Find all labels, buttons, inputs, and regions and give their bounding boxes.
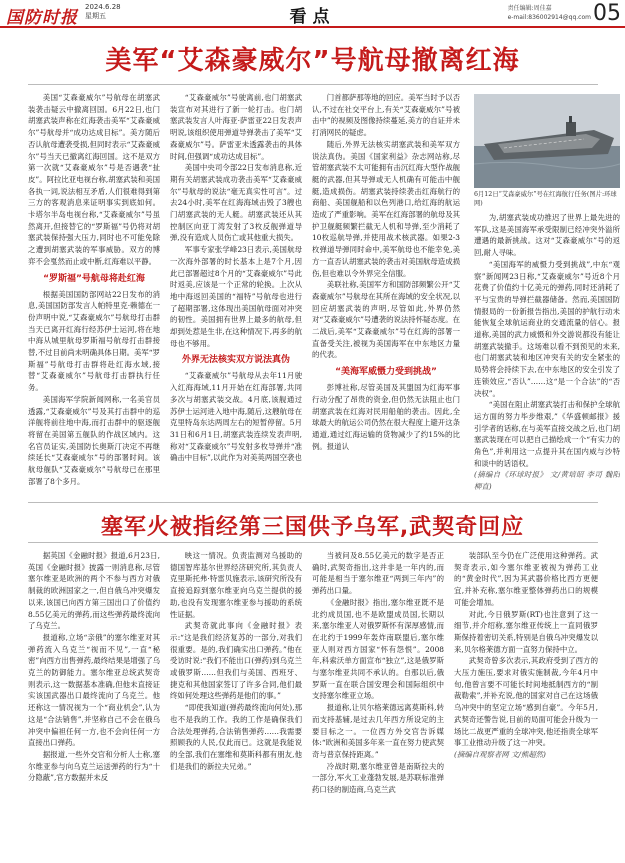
- byline: (摘编自观察者网 文/熊超然): [454, 749, 546, 759]
- paragraph: 武契奇就此事向《金融时报》表示:“这是我们经济复苏的一部分,对我们很重要。是的,我们确实出口弹药。”他在受访时说:“我们不能出口(弹药)到乌克兰或俄罗斯……但我们与美国、西班牙、捷克和其他国家签订了许多合同,他们最终如何处理这些弹药是他们的事。”: [170, 621, 302, 701]
- paragraph: 对此,今日俄罗斯(RT)也注意到了这一细节,并介绍称,塞尔维亚传统上一直同俄罗斯保持着密切关系,特别是自俄乌冲突爆发以来,贝尔格莱德方面一直努力保持中立。: [454, 609, 598, 654]
- paragraph: 报道称,让贝尔格莱德远离莫斯科,转而支持基辅,是过去几年西方所设定的主要目标之一。一位西方外交官告诉媒体:“欧洲和美国多年来一直在努力使武契奇与普京保持距离。”: [312, 703, 444, 759]
- paragraph: 据报道,一些外交官和分析人士称,塞尔维亚参与向乌克兰运送弹药的行为“十分隐蔽”,官方数据并未反: [28, 749, 160, 783]
- subheading: “罗斯福”号航母将赴红海: [43, 273, 145, 284]
- divider: [28, 502, 598, 503]
- paragraph: “即使我知道(弹药最终流向何处),那也不是我的工作。我的工作是确保我们合法处理弹药,合法销售弹药……我需要照顾我的人民,仅此而已。这就是我能说的全部,我们在塞维和莫斯科都有朋友,他们是我们的新拉夫兄弟。”: [170, 703, 302, 771]
- byline: (摘编自《环球时报》 文/黄培昭 李司 魏阳 柳直): [474, 470, 620, 492]
- editor-name: 责任编辑:周佳嘉: [507, 5, 552, 12]
- editor-email: e-mail:836002914@qq.com: [507, 14, 591, 21]
- article1-column-1: [28, 92, 160, 502]
- paragraph: 军事专家张学峰23日表示,美国航母一次海外部署的时长基本上是7个月,因此已部署超过8个月的“艾森豪威尔”号此时返美,应该是一个正常的轮换。上次从地中海返回美国的“福特”号航母也进行了超期部署,这体现出美国航母面对冲突的韧性。美国拥有世界上最多的航母,但却到处惹是生非,在这种情况下,再多的航母也不够用。: [170, 245, 302, 348]
- article1-column-4: [474, 212, 620, 502]
- paragraph: 美国海军学院新闻网称,一名美官员透露,“艾森豪威尔”号及其打击群中的巡洋舰将前往地中海,而打击群中的驱逐舰将留在美国第五舰队的作战区域内。这名官员证实,美国防长奥斯汀决定不再继续延长“艾森豪威尔”号的部署时间。该航母舰队“艾森豪威尔”号航母已在那里部署了8个多月。: [28, 394, 160, 486]
- carrier-image: [474, 94, 620, 188]
- paragraph: 据英国《金融时报》报道,6月23日,英国《金融时报》披露一则消息称,尽管塞尔维亚是欧洲的两个不参与西方对俄制裁的欧洲国家之一,但自俄乌冲突爆发以来,该国已向西方第三国出口了价值约8.55亿美元的弹药,而这些弹药最终流向了乌克兰。: [28, 551, 160, 631]
- paragraph: 美联社称,美国军方和国防部频繁公开“艾森豪威尔”号航母在其所在海域的安全状况,以回应胡塞武装的声明,尽管如此,外界仍然对“艾森豪威尔”号遭袭的说法持怀疑态度。在二战后,美军“艾森豪威尔”号在红海的部署一直备受关注,被视为美国海军在中东地区力量的代表。: [312, 280, 460, 360]
- article2-column-2: [170, 550, 302, 860]
- paragraph: 装部队至今仍在广泛使用这种弹药。武契奇表示,如今塞尔维亚被视为弹药工业的“黄金时代”,因为其武器价格比西方更便宜,并补充称,塞尔维亚整体弹药出口的规模可能会增加。: [454, 551, 598, 607]
- divider: [28, 542, 598, 543]
- paragraph: 根据美国国防部网站22日发布的消息,美国国防部发言人帕特里克·赖德在一份声明中说,“艾森豪威尔”号航母打击群当天已离开红海行经苏伊士运河,将在地中海从城里航母罗斯福号航母打击群接替,不过目前尚未明确具体日期。美军“罗斯福”号航母打击群将赴红海水域,接替“艾森豪威尔”号航母打击群执行任务。: [28, 289, 160, 393]
- weekday-text: 星期五: [85, 12, 106, 20]
- paragraph: 武契奇曾多次表示,其政府受到了西方的大压力施压,要求对俄实施制裁,今年4月中旬,他曾言要不可能长时间地抵制西方的“制裁勒索”,并补充说,他的国家对自己在这场俄乌冲突中的坚定立场“感到自豪”。今年5月,武契奇还警告说,目前的局面可能会升级为一场比二战更严重的全球冲突,他还指责全球军事工业推动升级了这一冲突。: [454, 656, 598, 748]
- paragraph: 《金融时报》指出,塞尔维亚既不是北约成员国,也不是欧盟成员国,长期以来,塞尔维亚人对俄罗斯怀有深厚感情,而在北约于1999年轰炸南联盟后,塞尔维亚人则对西方国家“怀有怨恨”。2008年,科索沃单方面宣布“独立”,这是俄罗斯与塞尔维亚共同不承认的。自那以后,俄罗斯一直在联合国安理会和国际组织中支持塞尔维亚立场。: [312, 597, 444, 701]
- divider: [28, 84, 598, 85]
- paragraph: 报道称,立场“亲俄”的塞尔维亚对其弹药流入乌克兰“视而不见”,一直“秘密”向西方出售弹药,最终结果是增强了乌克兰的防御能力。塞尔维亚总统武契奇则表示,这一数据基本准确,但他未直接证实该国武器出口最终流向了乌克兰。他还称这一情况视为一个“商业机会”,认为这是“合法销售”,并坚称自己不会在俄乌冲突中偏袒任何一方,也不会向任何一方直接出口弹药。: [28, 632, 160, 748]
- paragraph: 为,胡塞武装成功推迟了世界上最先进的军队,这是美国海军承受限制已经冲突外溢所遭遇的最新挑战。这对“艾森豪威尔”号的返回,耐人寻味。: [474, 213, 620, 258]
- newspaper-logo: 国防时报: [6, 8, 78, 28]
- article1-column-2: [170, 92, 302, 502]
- editor-info: [508, 4, 591, 22]
- paragraph: 冷战时期,塞尔维亚曾是南斯拉夫的一部分,军火工业蓬勃发展,是苏联标准弹药口径的制造商,乌克兰武: [312, 761, 444, 795]
- paragraph: 彭博社称,尽管美国及其盟国为红海军事行动分配了昂贵的资金,但仍然无法阻止也门胡塞武装在红海对民用船舶的袭击。因此,全球最大的航运公司仍然在很大程度上避开这条通道,通过红海运输的货物减少了约15%的比例。报道认: [312, 383, 460, 451]
- page-number: 05: [593, 1, 621, 26]
- subheading: 外界无法核实双方说法真伪: [181, 355, 290, 366]
- paragraph: “艾森豪威尔”号航母从去年11月驶入红海海域,11月开始在红海部署,共同多次与胡塞武装交战。4月底,该舰通过苏伊士运河进入地中海,随后,这艘航母在克里特岛东达两周左右的短暂停留。5月31日和6月1日,胡塞武装连续发表声明,称对“艾森豪威尔”号发射多枚导弹并“准确击中目标”,以此作为对美英两国空袭也: [170, 371, 302, 463]
- article2-column-3: [312, 550, 444, 860]
- subheading: “美海军威慑力受到挑战”: [335, 367, 437, 378]
- paragraph: “艾森豪威尔”号驶离前,也门胡塞武装宣布对其进行了新一轮打击。也门胡塞武装发言人叶海亚·萨雷亚22日发表声明说,该组织使用弹道导弹袭击了美军“艾森豪威尔”号。萨雷亚未透露袭击的具体时间,但强调“成功达成目标”。: [170, 93, 302, 161]
- article2-column-4: [454, 550, 598, 860]
- aircraft-carrier-photo: [474, 94, 620, 188]
- section-title: 看点: [289, 7, 336, 27]
- paragraph: 当被问及8.55亿美元的数字是否正确时,武契奇指出,这并非是一年内的,而可能是相当于塞尔维亚“两到三年内”的弹药出口量。: [312, 551, 444, 596]
- paragraph: 美国“艾森豪威尔”号航母在胡塞武装袭击疑云中撤离回国。6月22日,也门胡塞武装声称在红海袭击美军“艾森豪威尔”号航母并“成功达成目标”。美方随后否认航母遭袭受损,但同时表示“艾森豪威尔”号当天已撤离红海回国。这不是双方第一次就“艾森豪威尔”号是否遇袭“扯皮”。阿拉比亚电视台称,胡塞武装和美国各执一词,说法相互矛盾,人们很难得到第三方的客观消息来证明事实到底如何。卡塔尔半岛电视台称,“艾森豪威尔”号虽然离开,但接替它的“罗斯福”号仍将对胡塞武装保持强大压力,同时也不可能免除之遭到胡塞武装的军事威胁。双方的博弈不会戛然而止或中断,红海难以平静。: [28, 93, 160, 266]
- paragraph: 美国中央司令部22日发布消息称,近期有关胡塞武装成功袭击美军“艾森豪威尔”号航母的说法“毫无真实性可言”。过去24小时,美军在红海海域击毁了3艘也门胡塞武装的无人艇。胡塞武装还从其控制区向亚丁湾发射了3枚反舰弹道导弹,没有造成人员伤亡或其他重大损失。: [170, 163, 302, 243]
- paragraph: 映这一情况。负责监测对乌援助的德国智库基尔世界经济研究所,其负责人克里斯托弗·特雷贝施表示,该研究所没有直接追踪到塞尔维亚向乌克兰提供的援助,也没有发现塞尔维亚参与援助的系统性证据。: [170, 551, 302, 619]
- paragraph: 门首都萨那等地的回应。美军当时予以否认,不过在社交平台上,有关“艾森豪威尔”号被击中”的视频及图像持续蔓延,美方的自证并未打消网民的疑虑。: [312, 93, 460, 138]
- page-header: [0, 0, 625, 28]
- article1-column-3: [312, 92, 460, 502]
- paragraph: “美国在阻止胡塞武装打击和保护全球航运方面的努力毕步维艰,”《华盛顿邮报》援引学者的话称,在与美军直接交战之后,也门胡塞武装现在可以把自己描绘成一个“有实力的角色”,并利用这一点提升其在国内威与沙特和谈中的话语权。: [474, 400, 620, 468]
- date-text: 2024.6.28: [85, 3, 121, 11]
- photo-caption: 6月12日“艾森豪威尔”号在红海航行任务(图片:环球网): [474, 191, 617, 207]
- article1-headline: 美军“艾森豪威尔”号航母撤离红海: [105, 46, 520, 76]
- article2-headline: 塞军火被指经第三国供予乌军,武契奇回应: [100, 515, 525, 540]
- paragraph: 随后,外界无法核实胡塞武装和美军双方说法真伪。美国《国家利益》杂志网站称,尽管胡塞武装不太可能拥有击沉红海大型作战舰艇的武器,但其导弹或无人机确有可能击中舰艇,造成损伤。胡塞武装持续袭击红海航行的商船、美国舰船和以色列港口,给红海的航运造成了严重影响。美军在红海部署的航母及其护卫舰艇频繁拦截无人机和导弹,至少消耗了10枚巡航导弹,并使用战术核武器。如果2-3枚弹道导弹同时命中,美军航母也不能幸免,美方一直否认胡塞武装的袭击对美国航母造成损伤,但也难以令外界完全信服。: [312, 139, 460, 278]
- article2-column-1: [28, 550, 160, 860]
- paragraph: “美国海军的威慑力受到挑战”,中东“观察”新闻网23日称,“艾森豪威尔”号近8个月花费了价值约十亿美元的弹药,同时还消耗了平与宝贵的导弹拦截器储备。然而,美国国防情报局的一份新报告指出,美国的护航行动未能恢复全球航运商业的交通流量的信心。报道称,美国的武力威慑和外交游说都没有能让胡塞武装撤手。这场难以看不到预见的未来,也门胡塞武装和地区冲突有关的安全紧张的局势将会持续下去,在中东地区的安全引发了连锁效应,“否认”……这“是一个合法”的“否决权”。: [474, 259, 620, 398]
